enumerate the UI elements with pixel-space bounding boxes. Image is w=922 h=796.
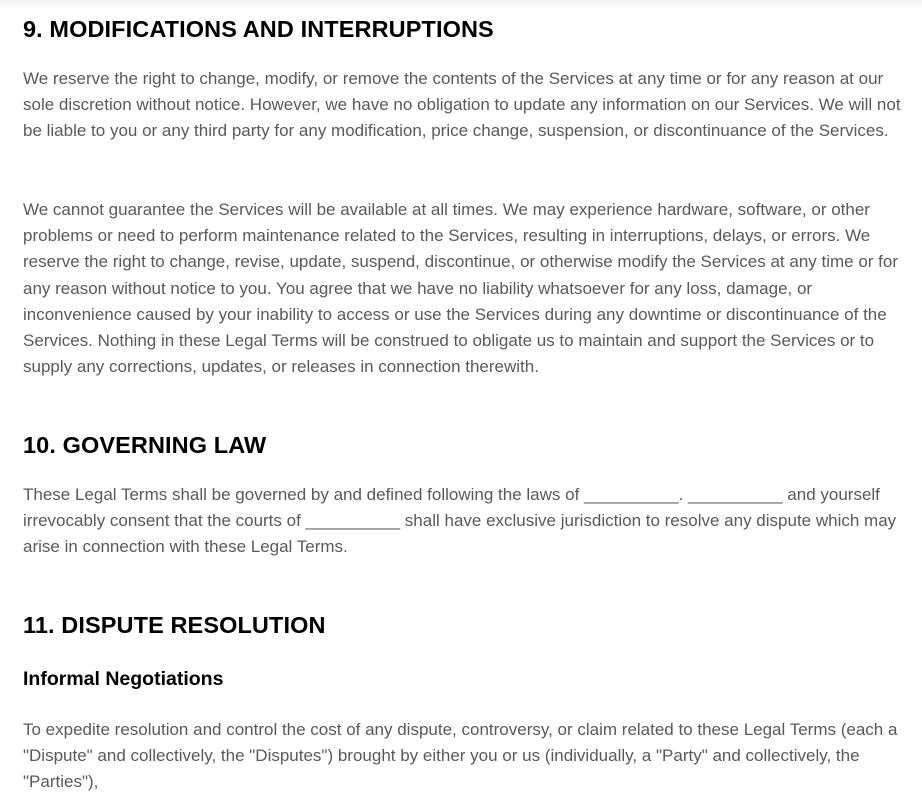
section-9-paragraph-2: We cannot guarantee the Services will be available at all times. We may experience hardware, software, or other problems or need to perform maintenance related to the Services, resulting in interruptions, delays, or errors. We reserve the right to change, revise, update, suspend, discontinue, or otherwise modify the Services at any time or for any reason without notice to you. You agree that we have no liability whatsoever for any loss, damage, or inconvenience caused by your inability to access or use the Services during any downtime or discontinuance of the Services. Nothing in these Legal Terms will be construed to obligate us to maintain and support the Services or to supply any corrections, updates, or releases in connection therewith.: [23, 200, 899, 377]
informal-negotiations-subheading: Informal Negotiations: [23, 668, 224, 690]
section-10-paragraph: These Legal Terms shall be governed by and defined following the laws of __________. __________ and yourself irrevocably consent that the courts of __________ shall have exclusive jurisdiction to resolve any dispute which may arise in connection with these Legal Terms.: [23, 485, 897, 557]
section-9-paragraph-1: We reserve the right to change, modify, or remove the contents of the Services at any time or for any reason at our sole discretion without notice. However, we have no obligation to update any information on our Services. We will not be liable to you or any third party for any modification, price change, suspension, or discontinuance of the Services.: [23, 69, 901, 141]
section-9-heading: 9. MODIFICATIONS AND INTERRUPTIONS: [23, 16, 494, 42]
section-10-heading: 10. GOVERNING LAW: [23, 432, 267, 458]
section-11-heading: 11. DISPUTE RESOLUTION: [23, 612, 326, 638]
section-11-paragraph: To expedite resolution and control the cost of any dispute, controversy, or claim related to these Legal Terms (each a "Dispute" and collectively, the "Disputes") brought by either you or us (individually, a "Party" and collectively, the "Parties"),: [23, 720, 898, 792]
top-scroll-shadow: [0, 0, 922, 10]
